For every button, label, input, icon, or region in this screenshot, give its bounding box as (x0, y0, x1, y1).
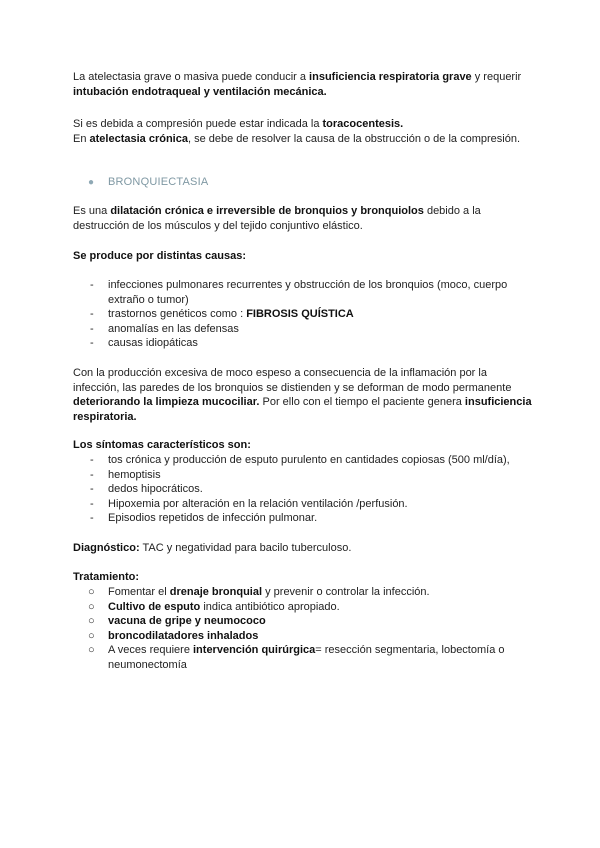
list-item: - Hipoxemia por alteración en la relación ventilación /perfusión. (90, 497, 408, 510)
list-marker: - (90, 279, 94, 291)
circle-bullet-icon: ○ (88, 629, 95, 642)
list-marker: - (90, 483, 94, 496)
mechanism-paragraph: Con la producción excesiva de moco espeso a consecuencia de la inflamación por la infección, las paredes de los bronquios se distienden y se deforman de modo permanente deteriorando la limpieza mucociliar. Por ello con el tiempo el paciente genera insuficiencia respiratoria. (73, 367, 532, 423)
diagnosis-line: Diagnóstico: TAC y negatividad para bacilo tuberculoso. (73, 542, 352, 554)
list-item: ○ vacuna de gripe y neumococo (88, 615, 266, 628)
list-item: - hemoptisis (90, 468, 161, 481)
treatment-list (88, 585, 528, 673)
causes-heading: Se produce por distintas causas: (73, 250, 246, 262)
list-item: - dedos hipocráticos. (90, 483, 203, 496)
circle-bullet-icon: ○ (88, 600, 95, 613)
list-marker: - (90, 308, 94, 321)
circle-bullet-icon: ○ (88, 644, 95, 657)
list-item: ○ Fomentar el drenaje bronquial y prevenir o controlar la infección. (88, 586, 430, 598)
list-marker: - (90, 322, 94, 335)
list-marker: - (90, 468, 94, 481)
list-marker: - (90, 512, 94, 525)
definition-paragraph: Es una dilatación crónica e irreversible de bronquios y bronquiolos debido a la destrucción de los músculos y del tejido conjuntivo elástico. (73, 205, 481, 232)
list-item: - causas idiopáticas (90, 337, 198, 350)
symptoms-heading: Los síntomas característicos son: (73, 439, 251, 451)
intro-paragraph-2: Si es debida a compresión puede estar indicada la toracocentesis. En atelectasia crónica, se debe de resolver la causa de la obstrucción o de la compresión. (73, 118, 520, 145)
list-item: - infecciones pulmonares recurrentes y obstrucción de los bronquios (moco, cuerpo extraño o tumor) (90, 279, 508, 306)
list-item: - anomalías en las defensas (90, 322, 239, 335)
list-item: ○ A veces requiere intervención quirúrgica= resección segmentaria, lobectomía o neumonectomía (88, 644, 505, 671)
list-marker: - (90, 337, 94, 350)
section-title: BRONQUIECTASIA (108, 176, 209, 188)
symptoms-list (88, 453, 528, 526)
list-marker: - (90, 497, 94, 510)
list-marker: - (90, 454, 94, 466)
circle-bullet-icon: ○ (88, 586, 95, 598)
section-bullet: ● (88, 177, 95, 188)
circle-bullet-icon: ○ (88, 615, 95, 628)
list-item: ○ Cultivo de esputo indica antibiótico apropiado. (88, 600, 340, 613)
list-item: - trastornos genéticos como : FIBROSIS QUÍSTICA (90, 308, 354, 321)
intro-paragraph-1: La atelectasia grave o masiva puede conducir a insuficiencia respiratoria grave y requerir intubación endotraqueal y ventilación mecánica. (73, 71, 522, 98)
list-item: - tos crónica y producción de esputo purulento en cantidades copiosas (500 ml/día), (90, 454, 510, 466)
list-item: ○ broncodilatadores inhalados (88, 629, 259, 642)
list-item: - Episodios repetidos de infección pulmonar. (90, 512, 318, 525)
treatment-heading: Tratamiento: (73, 571, 140, 583)
causes-list (88, 278, 528, 351)
